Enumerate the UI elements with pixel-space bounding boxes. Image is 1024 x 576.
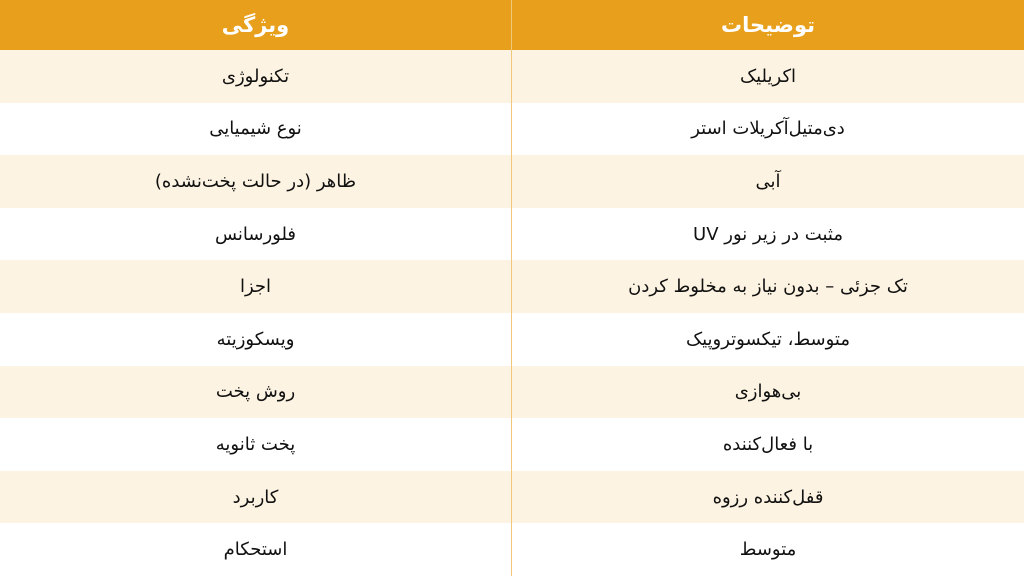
description-cell: قفل‌کننده رزوه	[712, 486, 824, 508]
feature-cell: ظاهر (در حالت پخت‌نشده)	[0, 155, 512, 208]
description-cell: بی‌هوازی	[734, 381, 802, 403]
table-row	[0, 260, 1024, 313]
header-description: توضیحات	[720, 13, 816, 37]
table-row	[0, 103, 1024, 156]
description-cell: تک جزئی – بدون نیاز به مخلوط کردن	[628, 276, 908, 298]
table-row	[0, 366, 1024, 419]
description-cell: دی‌متیل‌آکریلات استر	[691, 118, 845, 140]
table-row	[0, 471, 1024, 524]
feature-cell: نوع شیمیایی	[0, 103, 512, 156]
header-feature: ویژگی	[0, 0, 512, 50]
feature-cell: پخت ثانویه	[0, 418, 512, 471]
table-row	[0, 313, 1024, 366]
description-cell: متوسط، تیکسوتروپیک	[686, 328, 850, 350]
description-cell: اکریلیک	[740, 65, 797, 87]
table-row	[0, 418, 1024, 471]
description-cell: با فعال‌کننده	[722, 433, 814, 455]
feature-cell: ویسکوزیته	[0, 313, 512, 366]
feature-cell: روش پخت	[0, 366, 512, 419]
description-cell: متوسط	[739, 539, 797, 561]
description-cell: آبی	[755, 170, 781, 192]
feature-cell: تکنولوژی	[0, 50, 512, 103]
feature-cell: استحکام	[0, 523, 512, 576]
table-row	[0, 208, 1024, 261]
feature-cell: کاربرد	[0, 471, 512, 524]
description-cell: مثبت در زیر نور UV	[693, 223, 843, 245]
table-row	[0, 50, 1024, 103]
table-header-row	[0, 0, 1024, 50]
table-row	[0, 155, 1024, 208]
feature-cell: فلورسانس	[0, 208, 512, 261]
table-row	[0, 523, 1024, 576]
feature-cell: اجزا	[0, 260, 512, 313]
